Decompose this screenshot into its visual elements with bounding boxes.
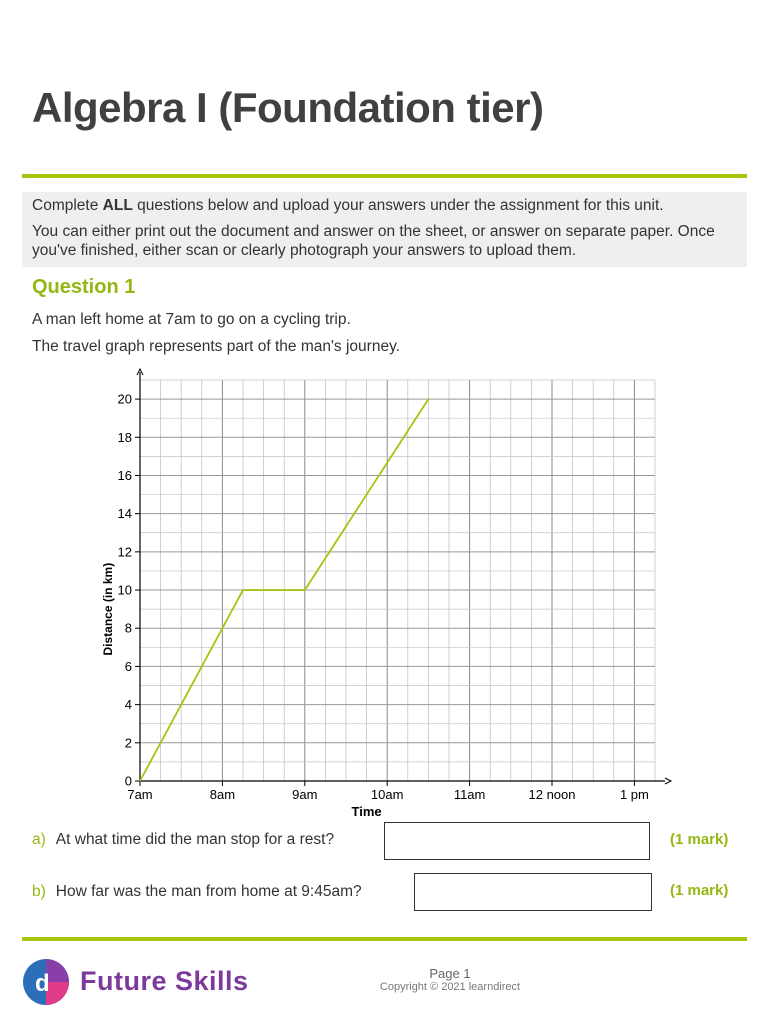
question-text-2: The travel graph represents part of the man's journey. <box>32 338 400 355</box>
instructions-line-2: You can either print out the document and answer on the sheet, or answer on separate paper. Once you've finished, either scan or clearly photograph your answers to upload them. <box>32 222 715 259</box>
y-tick-label: 10 <box>117 582 132 598</box>
copyright: Copyright © 2021 learndirect <box>379 981 521 993</box>
top-divider <box>22 174 747 178</box>
y-tick-label: 2 <box>124 735 132 751</box>
logo-text: Future Skills <box>80 966 249 996</box>
x-tick-label: 8am <box>209 787 236 802</box>
y-tick-label: 20 <box>117 391 132 407</box>
question-heading: Question 1 <box>32 276 136 298</box>
y-tick-label: 14 <box>117 506 132 522</box>
y-tick-label: 8 <box>124 620 132 636</box>
x-tick-label: 10am <box>370 787 404 802</box>
mark-a: (1 mark) <box>670 831 729 848</box>
instructions-line-1: Complete ALL questions below and upload your answers under the assignment for this unit. <box>32 197 664 214</box>
instructions-box <box>22 192 747 267</box>
bottom-divider <box>22 937 747 941</box>
x-axis-arrow <box>665 778 671 784</box>
svg-text:d: d <box>35 970 50 997</box>
y-tick-label: 16 <box>117 467 132 483</box>
y-tick-label: 12 <box>117 544 132 560</box>
y-tick-label: 6 <box>124 658 132 674</box>
x-axis-title: Time <box>351 804 382 819</box>
y-tick-label: 4 <box>124 697 132 713</box>
question-text-1: A man left home at 7am to go on a cycling trip. <box>32 311 351 328</box>
x-tick-label: 9am <box>292 787 318 802</box>
answer-box-b[interactable] <box>414 873 652 911</box>
x-tick-label: 1 pm <box>619 787 649 802</box>
x-tick-label: 12 noon <box>528 787 576 802</box>
y-axis-title: Distance (in km) <box>101 562 115 656</box>
mark-b: (1 mark) <box>670 882 729 899</box>
page-title: Algebra I (Foundation tier) <box>32 84 544 131</box>
travel-graph <box>0 360 768 825</box>
question-part-b: b) How far was the man from home at 9:45am? <box>32 883 362 900</box>
page-number: Page 1 <box>429 966 471 981</box>
y-tick-label: 0 <box>124 773 132 789</box>
y-tick-label: 18 <box>117 429 132 445</box>
answer-box-a[interactable] <box>384 822 650 860</box>
x-tick-label: 7am <box>127 787 153 802</box>
x-tick-label: 11am <box>453 787 486 802</box>
question-part-a: a) At what time did the man stop for a rest? <box>32 831 335 848</box>
